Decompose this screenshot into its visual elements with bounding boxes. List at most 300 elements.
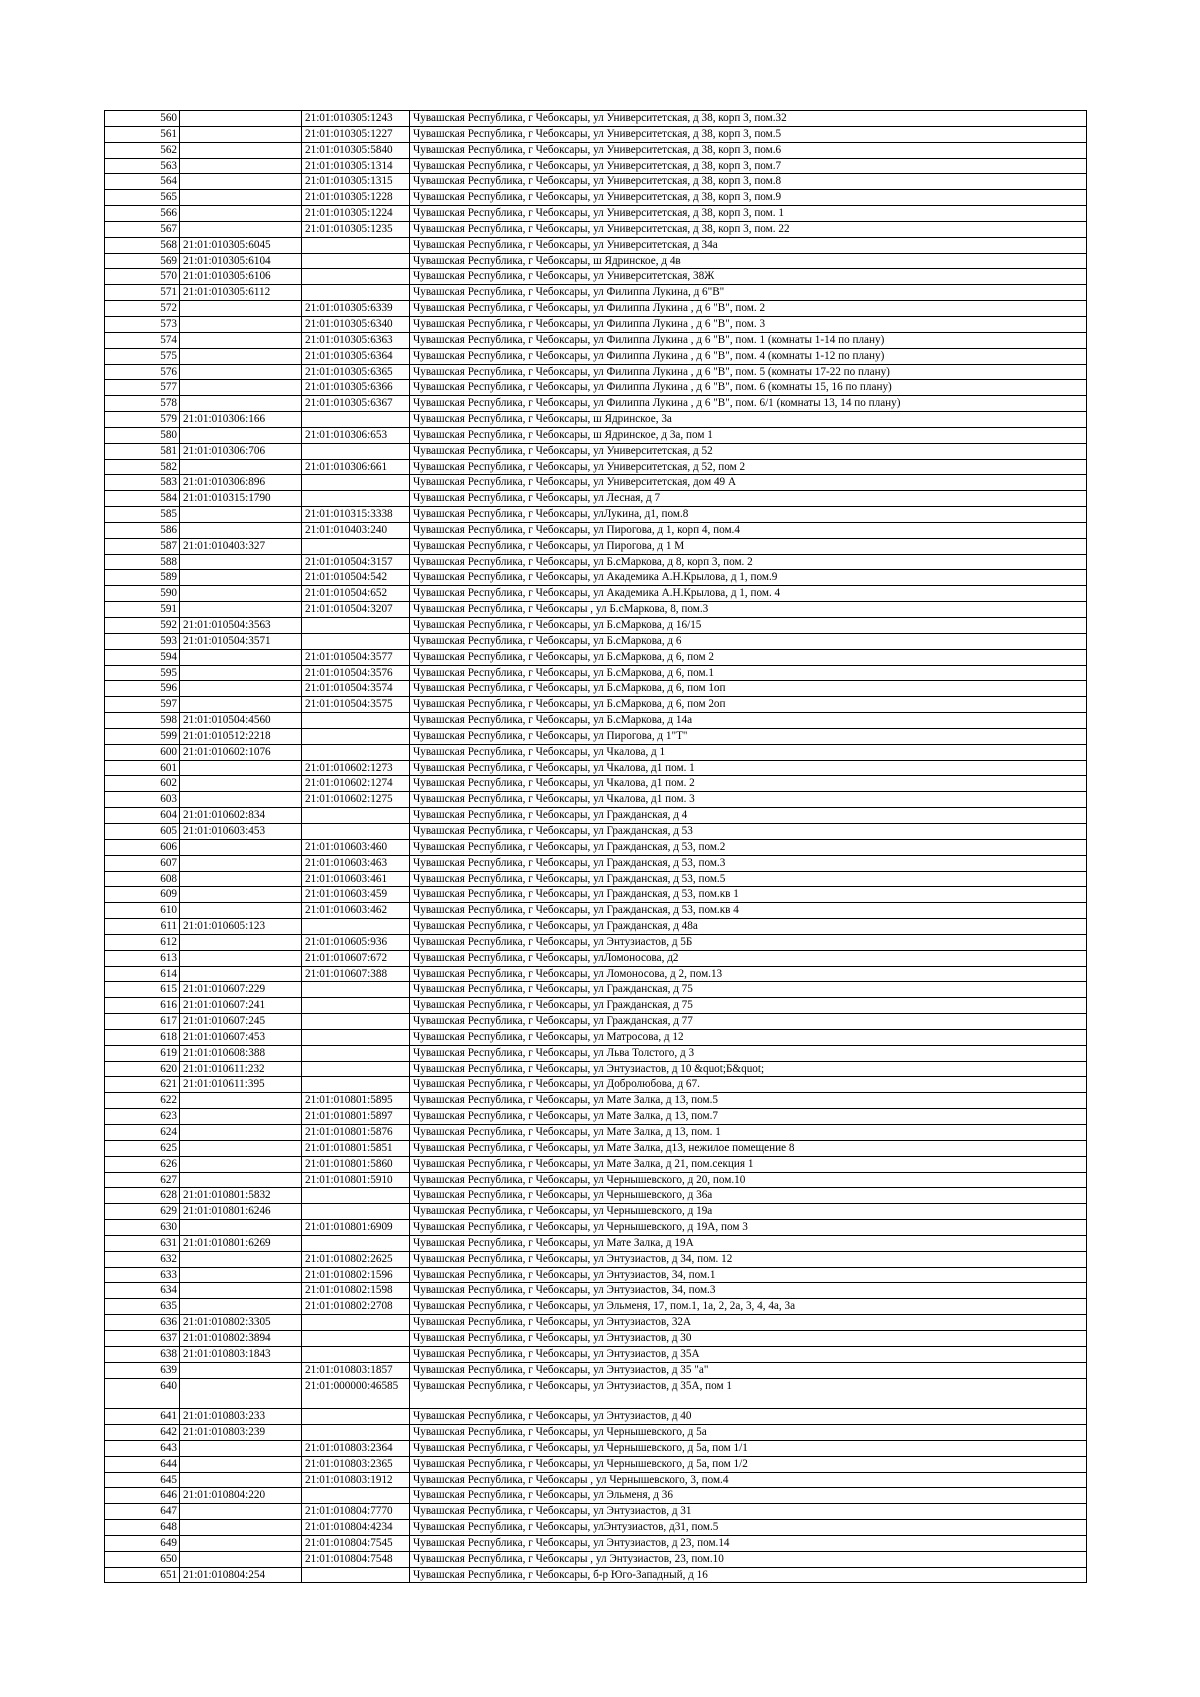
table-row bbox=[105, 1029, 1087, 1045]
cadastral-number-cell bbox=[180, 126, 302, 142]
row-number-cell: 625 bbox=[105, 1140, 180, 1156]
address-cell: Чувашская Республика, г Чебоксары, ул Гражданская, д 53, пом.5 bbox=[410, 871, 1087, 887]
table-row bbox=[105, 364, 1087, 380]
table-row bbox=[105, 1440, 1087, 1456]
cadastral-number-cell bbox=[180, 681, 302, 697]
cadastral-number-cell bbox=[180, 554, 302, 570]
address-cell: Чувашская Республика, г Чебоксары, ул Гражданская, д 77 bbox=[410, 1014, 1087, 1030]
cadastral-number-cell bbox=[180, 396, 302, 412]
table-row bbox=[105, 697, 1087, 713]
row-number-cell: 589 bbox=[105, 570, 180, 586]
table-row bbox=[105, 190, 1087, 206]
table-row bbox=[105, 919, 1087, 935]
row-number-cell: 638 bbox=[105, 1346, 180, 1362]
cadastral-number-cell: 21:01:010512:2218 bbox=[180, 728, 302, 744]
row-number-cell: 610 bbox=[105, 903, 180, 919]
address-cell: Чувашская Республика, г Чебоксары, ул Мате Залка, д 13, пом.5 bbox=[410, 1093, 1087, 1109]
cadastral-number-cell: 21:01:010305:6104 bbox=[180, 253, 302, 269]
premises-cadastral-number-cell: 21:01:010305:6367 bbox=[302, 396, 410, 412]
row-number-cell: 631 bbox=[105, 1235, 180, 1251]
premises-cadastral-number-cell: 21:01:010305:6366 bbox=[302, 380, 410, 396]
cadastral-number-cell: 21:01:010607:453 bbox=[180, 1029, 302, 1045]
cadastral-number-cell bbox=[180, 1472, 302, 1488]
row-number-cell: 582 bbox=[105, 459, 180, 475]
table-row bbox=[105, 206, 1087, 222]
row-number-cell: 590 bbox=[105, 586, 180, 602]
premises-cadastral-number-cell: 21:01:010603:462 bbox=[302, 903, 410, 919]
address-cell: Чувашская Республика, г Чебоксары, ул Энтузиастов, д 10 &quot;Б&quot; bbox=[410, 1061, 1087, 1077]
row-number-cell: 569 bbox=[105, 253, 180, 269]
address-cell: Чувашская Республика, г Чебоксары, ул Филиппа Лукина, д 6"В" bbox=[410, 285, 1087, 301]
row-number-cell: 580 bbox=[105, 427, 180, 443]
premises-cadastral-number-cell: 21:01:010804:7770 bbox=[302, 1504, 410, 1520]
row-number-cell: 565 bbox=[105, 190, 180, 206]
cadastral-number-cell: 21:01:010801:5832 bbox=[180, 1188, 302, 1204]
premises-cadastral-number-cell: 21:01:010305:6365 bbox=[302, 364, 410, 380]
cadastral-number-cell bbox=[180, 934, 302, 950]
premises-cadastral-number-cell bbox=[302, 982, 410, 998]
premises-cadastral-number-cell: 21:01:010804:4234 bbox=[302, 1520, 410, 1536]
table-row bbox=[105, 142, 1087, 158]
row-number-cell: 646 bbox=[105, 1488, 180, 1504]
table-row bbox=[105, 855, 1087, 871]
address-cell: Чувашская Республика, г Чебоксары, ул Чернышевского, д 36а bbox=[410, 1188, 1087, 1204]
address-cell: Чувашская Республика, г Чебоксары, ш Ядринское, д 3а, пом 1 bbox=[410, 427, 1087, 443]
address-cell: Чувашская Республика, г Чебоксары, ул Университетская, д 34а bbox=[410, 237, 1087, 253]
cadastral-number-cell: 21:01:010803:1843 bbox=[180, 1346, 302, 1362]
premises-cadastral-number-cell: 21:01:010305:5840 bbox=[302, 142, 410, 158]
premises-cadastral-number-cell bbox=[302, 412, 410, 428]
cadastral-number-cell bbox=[180, 1093, 302, 1109]
table-row bbox=[105, 1251, 1087, 1267]
table-row bbox=[105, 412, 1087, 428]
premises-cadastral-number-cell: 21:01:010803:2364 bbox=[302, 1440, 410, 1456]
cadastral-number-cell: 21:01:010607:229 bbox=[180, 982, 302, 998]
row-number-cell: 612 bbox=[105, 934, 180, 950]
row-number-cell: 634 bbox=[105, 1283, 180, 1299]
row-number-cell: 564 bbox=[105, 174, 180, 190]
table-row bbox=[105, 633, 1087, 649]
address-cell: Чувашская Республика, г Чебоксары, б-р Юго-Западный, д 16 bbox=[410, 1567, 1087, 1583]
address-cell: Чувашская Республика, г Чебоксары, ул Льва Толстого, д 3 bbox=[410, 1045, 1087, 1061]
cadastral-number-cell bbox=[180, 1267, 302, 1283]
row-number-cell: 621 bbox=[105, 1077, 180, 1093]
premises-cadastral-number-cell: 21:01:010504:3157 bbox=[302, 554, 410, 570]
premises-cadastral-number-cell bbox=[302, 285, 410, 301]
table-row bbox=[105, 1362, 1087, 1378]
table-row bbox=[105, 1045, 1087, 1061]
premises-cadastral-number-cell: 21:01:010504:3577 bbox=[302, 649, 410, 665]
row-number-cell: 607 bbox=[105, 855, 180, 871]
row-number-cell: 629 bbox=[105, 1204, 180, 1220]
table-row bbox=[105, 332, 1087, 348]
premises-cadastral-number-cell bbox=[302, 1077, 410, 1093]
premises-cadastral-number-cell: 21:01:010504:652 bbox=[302, 586, 410, 602]
table-row bbox=[105, 1156, 1087, 1172]
cadastral-number-cell bbox=[180, 348, 302, 364]
address-cell: Чувашская Республика, г Чебоксары, ул Лесная, д 7 bbox=[410, 491, 1087, 507]
table-row bbox=[105, 554, 1087, 570]
row-number-cell: 641 bbox=[105, 1409, 180, 1425]
row-number-cell: 632 bbox=[105, 1251, 180, 1267]
row-number-cell: 648 bbox=[105, 1520, 180, 1536]
address-cell: Чувашская Республика, г Чебоксары, ул Филиппа Лукина , д 6 "В", пом. 4 (комнаты 1-12 по плану) bbox=[410, 348, 1087, 364]
premises-cadastral-number-cell: 21:01:010607:672 bbox=[302, 950, 410, 966]
premises-cadastral-number-cell bbox=[302, 1409, 410, 1425]
table-row bbox=[105, 475, 1087, 491]
row-number-cell: 588 bbox=[105, 554, 180, 570]
cadastral-number-cell bbox=[180, 1220, 302, 1236]
premises-cadastral-number-cell: 21:01:010504:542 bbox=[302, 570, 410, 586]
table-row bbox=[105, 1204, 1087, 1220]
premises-cadastral-number-cell bbox=[302, 237, 410, 253]
table-row bbox=[105, 760, 1087, 776]
row-number-cell: 608 bbox=[105, 871, 180, 887]
premises-cadastral-number-cell bbox=[302, 1029, 410, 1045]
address-cell: Чувашская Республика, г Чебоксары, ул Гражданская, д 53, пом.кв 1 bbox=[410, 887, 1087, 903]
row-number-cell: 639 bbox=[105, 1362, 180, 1378]
table-row bbox=[105, 1535, 1087, 1551]
row-number-cell: 592 bbox=[105, 618, 180, 634]
table-row bbox=[105, 1346, 1087, 1362]
cadastral-number-cell bbox=[180, 1504, 302, 1520]
cadastral-number-cell bbox=[180, 649, 302, 665]
address-cell: Чувашская Республика, г Чебоксары, ул Энтузиастов, д 5Б bbox=[410, 934, 1087, 950]
premises-cadastral-number-cell bbox=[302, 475, 410, 491]
cadastral-number-cell: 21:01:010305:6106 bbox=[180, 269, 302, 285]
table-row bbox=[105, 871, 1087, 887]
table-row bbox=[105, 998, 1087, 1014]
row-number-cell: 620 bbox=[105, 1061, 180, 1077]
table-row bbox=[105, 174, 1087, 190]
cadastral-number-cell bbox=[180, 459, 302, 475]
address-cell: Чувашская Республика, г Чебоксары, ул Эльменя, д 36 bbox=[410, 1488, 1087, 1504]
table-body bbox=[105, 111, 1087, 1583]
table-row bbox=[105, 887, 1087, 903]
row-number-cell: 640 bbox=[105, 1378, 180, 1409]
row-number-cell: 598 bbox=[105, 713, 180, 729]
row-number-cell: 596 bbox=[105, 681, 180, 697]
cadastral-number-cell bbox=[180, 221, 302, 237]
row-number-cell: 635 bbox=[105, 1299, 180, 1315]
table-row bbox=[105, 380, 1087, 396]
premises-cadastral-number-cell: 21:01:010804:7548 bbox=[302, 1551, 410, 1567]
address-cell: Чувашская Республика, г Чебоксары, ул Матросова, д 12 bbox=[410, 1029, 1087, 1045]
address-cell: Чувашская Республика, г Чебоксары, ул Пирогова, д 1 М bbox=[410, 538, 1087, 554]
table-row bbox=[105, 618, 1087, 634]
address-cell: Чувашская Республика, г Чебоксары, ул Энтузиастов, д 35А bbox=[410, 1346, 1087, 1362]
address-cell: Чувашская Республика, г Чебоксары, ул Ломоносова, д 2, пом.13 bbox=[410, 966, 1087, 982]
row-number-cell: 585 bbox=[105, 507, 180, 523]
address-cell: Чувашская Республика, г Чебоксары, ул Филиппа Лукина , д 6 "В", пом. 2 bbox=[410, 301, 1087, 317]
premises-cadastral-number-cell: 21:01:010305:1315 bbox=[302, 174, 410, 190]
row-number-cell: 618 bbox=[105, 1029, 180, 1045]
premises-cadastral-number-cell bbox=[302, 1045, 410, 1061]
cadastral-number-cell bbox=[180, 301, 302, 317]
premises-cadastral-number-cell bbox=[302, 713, 410, 729]
address-cell: Чувашская Республика, г Чебоксары, ул Чкалова, д1 пом. 3 bbox=[410, 792, 1087, 808]
address-cell: Чувашская Республика, г Чебоксары, улЭнтузиастов, д31, пом.5 bbox=[410, 1520, 1087, 1536]
premises-cadastral-number-cell bbox=[302, 1061, 410, 1077]
cadastral-number-cell: 21:01:010802:3305 bbox=[180, 1315, 302, 1331]
cadastral-number-cell bbox=[180, 158, 302, 174]
table-row bbox=[105, 1235, 1087, 1251]
cadastral-number-cell: 21:01:010504:4560 bbox=[180, 713, 302, 729]
address-cell: Чувашская Республика, г Чебоксары, ш Ядринское, 3а bbox=[410, 412, 1087, 428]
row-number-cell: 586 bbox=[105, 522, 180, 538]
cadastral-number-cell: 21:01:010804:220 bbox=[180, 1488, 302, 1504]
table-row bbox=[105, 301, 1087, 317]
cadastral-number-cell: 21:01:010504:3571 bbox=[180, 633, 302, 649]
address-cell: Чувашская Республика, г Чебоксары, ул Мате Залка, д 13, пом. 1 bbox=[410, 1125, 1087, 1141]
table-row bbox=[105, 744, 1087, 760]
table-row bbox=[105, 982, 1087, 998]
premises-cadastral-number-cell: 21:01:010305:1243 bbox=[302, 111, 410, 127]
row-number-cell: 560 bbox=[105, 111, 180, 127]
table-row bbox=[105, 792, 1087, 808]
premises-cadastral-number-cell bbox=[302, 1188, 410, 1204]
table-row bbox=[105, 507, 1087, 523]
cadastral-number-cell bbox=[180, 111, 302, 127]
row-number-cell: 643 bbox=[105, 1440, 180, 1456]
premises-cadastral-number-cell: 21:01:010603:463 bbox=[302, 855, 410, 871]
table-row bbox=[105, 427, 1087, 443]
row-number-cell: 579 bbox=[105, 412, 180, 428]
address-cell: Чувашская Республика, г Чебоксары, ул Энтузиастов, д 30 bbox=[410, 1330, 1087, 1346]
table-row bbox=[105, 823, 1087, 839]
address-cell: Чувашская Республика, г Чебоксары, ул Чкалова, д1 пом. 2 bbox=[410, 776, 1087, 792]
premises-cadastral-number-cell bbox=[302, 744, 410, 760]
premises-cadastral-number-cell: 21:01:010801:5895 bbox=[302, 1093, 410, 1109]
row-number-cell: 650 bbox=[105, 1551, 180, 1567]
table-row bbox=[105, 681, 1087, 697]
table-row bbox=[105, 1188, 1087, 1204]
table-row bbox=[105, 269, 1087, 285]
premises-cadastral-number-cell bbox=[302, 1488, 410, 1504]
address-cell: Чувашская Республика, г Чебоксары, ул Б.сМаркова, д 6, пом.1 bbox=[410, 665, 1087, 681]
row-number-cell: 574 bbox=[105, 332, 180, 348]
table-row bbox=[105, 649, 1087, 665]
cadastral-number-cell bbox=[180, 871, 302, 887]
premises-cadastral-number-cell: 21:01:010804:7545 bbox=[302, 1535, 410, 1551]
premises-cadastral-number-cell: 21:01:010803:2365 bbox=[302, 1456, 410, 1472]
premises-cadastral-number-cell: 21:01:010305:1228 bbox=[302, 190, 410, 206]
table-row bbox=[105, 1378, 1087, 1409]
row-number-cell: 615 bbox=[105, 982, 180, 998]
table-row bbox=[105, 348, 1087, 364]
address-cell: Чувашская Республика, г Чебоксары, ул Университетская, д 38, корп 3, пом.7 bbox=[410, 158, 1087, 174]
cadastral-number-cell bbox=[180, 1520, 302, 1536]
premises-cadastral-number-cell: 21:01:010801:5897 bbox=[302, 1109, 410, 1125]
cadastral-number-cell bbox=[180, 380, 302, 396]
table-row bbox=[105, 538, 1087, 554]
table-row bbox=[105, 1488, 1087, 1504]
cadastral-number-cell bbox=[180, 855, 302, 871]
address-cell: Чувашская Республика, г Чебоксары, ул Гражданская, д 75 bbox=[410, 998, 1087, 1014]
premises-cadastral-number-cell: 21:01:010305:1227 bbox=[302, 126, 410, 142]
cadastral-number-cell bbox=[180, 697, 302, 713]
cadastral-number-cell bbox=[180, 427, 302, 443]
cadastral-number-cell bbox=[180, 1140, 302, 1156]
property-table bbox=[104, 110, 1087, 1583]
cadastral-number-cell bbox=[180, 507, 302, 523]
table-row bbox=[105, 443, 1087, 459]
table-row bbox=[105, 237, 1087, 253]
cadastral-number-cell bbox=[180, 1440, 302, 1456]
cadastral-number-cell bbox=[180, 760, 302, 776]
row-number-cell: 575 bbox=[105, 348, 180, 364]
address-cell: Чувашская Республика, г Чебоксары, ул Мате Залка, д 19А bbox=[410, 1235, 1087, 1251]
address-cell: Чувашская Республика, г Чебоксары, ул Б.сМаркова, д 16/15 bbox=[410, 618, 1087, 634]
row-number-cell: 617 bbox=[105, 1014, 180, 1030]
premises-cadastral-number-cell: 21:01:010315:3338 bbox=[302, 507, 410, 523]
table-row bbox=[105, 396, 1087, 412]
table-row bbox=[105, 1283, 1087, 1299]
row-number-cell: 644 bbox=[105, 1456, 180, 1472]
premises-cadastral-number-cell: 21:01:010802:1596 bbox=[302, 1267, 410, 1283]
row-number-cell: 567 bbox=[105, 221, 180, 237]
cadastral-number-cell: 21:01:010306:896 bbox=[180, 475, 302, 491]
row-number-cell: 595 bbox=[105, 665, 180, 681]
cadastral-number-cell bbox=[180, 665, 302, 681]
row-number-cell: 571 bbox=[105, 285, 180, 301]
premises-cadastral-number-cell: 21:01:010305:1314 bbox=[302, 158, 410, 174]
cadastral-number-cell: 21:01:010504:3563 bbox=[180, 618, 302, 634]
premises-cadastral-number-cell: 21:01:010603:460 bbox=[302, 839, 410, 855]
row-number-cell: 561 bbox=[105, 126, 180, 142]
premises-cadastral-number-cell: 21:01:010801:5860 bbox=[302, 1156, 410, 1172]
row-number-cell: 609 bbox=[105, 887, 180, 903]
cadastral-number-cell: 21:01:010605:123 bbox=[180, 919, 302, 935]
row-number-cell: 613 bbox=[105, 950, 180, 966]
row-number-cell: 562 bbox=[105, 142, 180, 158]
address-cell: Чувашская Республика, г Чебоксары, ул Мате Залка, д13, нежилое помещение 8 bbox=[410, 1140, 1087, 1156]
table-row bbox=[105, 570, 1087, 586]
cadastral-number-cell bbox=[180, 586, 302, 602]
row-number-cell: 642 bbox=[105, 1425, 180, 1441]
cadastral-number-cell: 21:01:010305:6045 bbox=[180, 237, 302, 253]
row-number-cell: 637 bbox=[105, 1330, 180, 1346]
premises-cadastral-number-cell: 21:01:010803:1857 bbox=[302, 1362, 410, 1378]
cadastral-number-cell bbox=[180, 950, 302, 966]
row-number-cell: 627 bbox=[105, 1172, 180, 1188]
row-number-cell: 568 bbox=[105, 237, 180, 253]
premises-cadastral-number-cell: 21:01:000000:46585 bbox=[302, 1378, 410, 1409]
premises-cadastral-number-cell: 21:01:010306:661 bbox=[302, 459, 410, 475]
premises-cadastral-number-cell bbox=[302, 253, 410, 269]
row-number-cell: 563 bbox=[105, 158, 180, 174]
cadastral-number-cell: 21:01:010306:706 bbox=[180, 443, 302, 459]
premises-cadastral-number-cell bbox=[302, 998, 410, 1014]
premises-cadastral-number-cell bbox=[302, 1567, 410, 1583]
cadastral-number-cell bbox=[180, 522, 302, 538]
table-row bbox=[105, 776, 1087, 792]
row-number-cell: 602 bbox=[105, 776, 180, 792]
address-cell: Чувашская Республика, г Чебоксары, ул Филиппа Лукина , д 6 "В", пом. 6/1 (комнаты 13, 14 по плану) bbox=[410, 396, 1087, 412]
table-row bbox=[105, 1172, 1087, 1188]
premises-cadastral-number-cell bbox=[302, 443, 410, 459]
table-row bbox=[105, 728, 1087, 744]
cadastral-number-cell: 21:01:010608:388 bbox=[180, 1045, 302, 1061]
table-row bbox=[105, 316, 1087, 332]
address-cell: Чувашская Республика, г Чебоксары, ул Чернышевского, д 5а, пом 1/2 bbox=[410, 1456, 1087, 1472]
address-cell: Чувашская Республика, г Чебоксары, ул Университетская, 38Ж bbox=[410, 269, 1087, 285]
cadastral-number-cell bbox=[180, 316, 302, 332]
address-cell: Чувашская Республика, г Чебоксары, ул Гражданская, д 4 bbox=[410, 808, 1087, 824]
cadastral-number-cell: 21:01:010602:834 bbox=[180, 808, 302, 824]
address-cell: Чувашская Республика, г Чебоксары, ул Эльменя, 17, пом.1, 1а, 2, 2а, 3, 4, 4а, 3а bbox=[410, 1299, 1087, 1315]
row-number-cell: 633 bbox=[105, 1267, 180, 1283]
address-cell: Чувашская Республика, г Чебоксары, ул Чкалова, д 1 bbox=[410, 744, 1087, 760]
address-cell: Чувашская Республика, г Чебоксары, ул Б.сМаркова, д 6, пом 2оп bbox=[410, 697, 1087, 713]
row-number-cell: 597 bbox=[105, 697, 180, 713]
premises-cadastral-number-cell: 21:01:010504:3575 bbox=[302, 697, 410, 713]
table-row bbox=[105, 665, 1087, 681]
cadastral-number-cell bbox=[180, 1251, 302, 1267]
cadastral-number-cell bbox=[180, 1299, 302, 1315]
premises-cadastral-number-cell bbox=[302, 1204, 410, 1220]
cadastral-number-cell: 21:01:010801:6269 bbox=[180, 1235, 302, 1251]
table-row bbox=[105, 111, 1087, 127]
cadastral-number-cell: 21:01:010803:233 bbox=[180, 1409, 302, 1425]
table-row bbox=[105, 1014, 1087, 1030]
table-row bbox=[105, 221, 1087, 237]
cadastral-number-cell bbox=[180, 1172, 302, 1188]
row-number-cell: 603 bbox=[105, 792, 180, 808]
premises-cadastral-number-cell bbox=[302, 618, 410, 634]
address-cell: Чувашская Республика, г Чебоксары, улЛукина, д1, пом.8 bbox=[410, 507, 1087, 523]
row-number-cell: 587 bbox=[105, 538, 180, 554]
premises-cadastral-number-cell: 21:01:010504:3576 bbox=[302, 665, 410, 681]
premises-cadastral-number-cell: 21:01:010602:1274 bbox=[302, 776, 410, 792]
cadastral-number-cell: 21:01:010305:6112 bbox=[180, 285, 302, 301]
table-row bbox=[105, 808, 1087, 824]
premises-cadastral-number-cell: 21:01:010802:1598 bbox=[302, 1283, 410, 1299]
cadastral-number-cell bbox=[180, 364, 302, 380]
row-number-cell: 604 bbox=[105, 808, 180, 824]
premises-cadastral-number-cell: 21:01:010305:6363 bbox=[302, 332, 410, 348]
table-row bbox=[105, 1220, 1087, 1236]
address-cell: Чувашская Республика, г Чебоксары, ул Гражданская, д 53, пом.кв 4 bbox=[410, 903, 1087, 919]
table-row bbox=[105, 1267, 1087, 1283]
cadastral-number-cell bbox=[180, 903, 302, 919]
cadastral-number-cell bbox=[180, 332, 302, 348]
cadastral-number-cell bbox=[180, 1125, 302, 1141]
address-cell: Чувашская Республика, г Чебоксары , ул Чернышевского, 3, пом.4 bbox=[410, 1472, 1087, 1488]
address-cell: Чувашская Республика, г Чебоксары, ул Филиппа Лукина , д 6 "В", пом. 1 (комнаты 1-14 по плану) bbox=[410, 332, 1087, 348]
premises-cadastral-number-cell: 21:01:010802:2625 bbox=[302, 1251, 410, 1267]
address-cell: Чувашская Республика, г Чебоксары, ш Ядринское, д 4в bbox=[410, 253, 1087, 269]
premises-cadastral-number-cell: 21:01:010603:459 bbox=[302, 887, 410, 903]
address-cell: Чувашская Республика, г Чебоксары, ул Энтузиастов, д 35 "а" bbox=[410, 1362, 1087, 1378]
address-cell: Чувашская Республика, г Чебоксары, ул Университетская, дом 49 А bbox=[410, 475, 1087, 491]
row-number-cell: 611 bbox=[105, 919, 180, 935]
address-cell: Чувашская Республика, г Чебоксары, ул Филиппа Лукина , д 6 "В", пом. 3 bbox=[410, 316, 1087, 332]
cadastral-number-cell: 21:01:010607:245 bbox=[180, 1014, 302, 1030]
premises-cadastral-number-cell: 21:01:010305:6340 bbox=[302, 316, 410, 332]
table-row bbox=[105, 713, 1087, 729]
premises-cadastral-number-cell: 21:01:010803:1912 bbox=[302, 1472, 410, 1488]
table-row bbox=[105, 1315, 1087, 1331]
address-cell: Чувашская Республика, г Чебоксары , ул Энтузиастов, 23, пом.10 bbox=[410, 1551, 1087, 1567]
cadastral-number-cell bbox=[180, 839, 302, 855]
address-cell: Чувашская Республика, г Чебоксары , ул Б.сМаркова, 8, пом.3 bbox=[410, 602, 1087, 618]
premises-cadastral-number-cell bbox=[302, 1235, 410, 1251]
premises-cadastral-number-cell bbox=[302, 1346, 410, 1362]
address-cell: Чувашская Республика, г Чебоксары, ул Энтузиастов, д 40 bbox=[410, 1409, 1087, 1425]
address-cell: Чувашская Республика, г Чебоксары, ул Б.сМаркова, д 6, пом 2 bbox=[410, 649, 1087, 665]
table-row bbox=[105, 1299, 1087, 1315]
